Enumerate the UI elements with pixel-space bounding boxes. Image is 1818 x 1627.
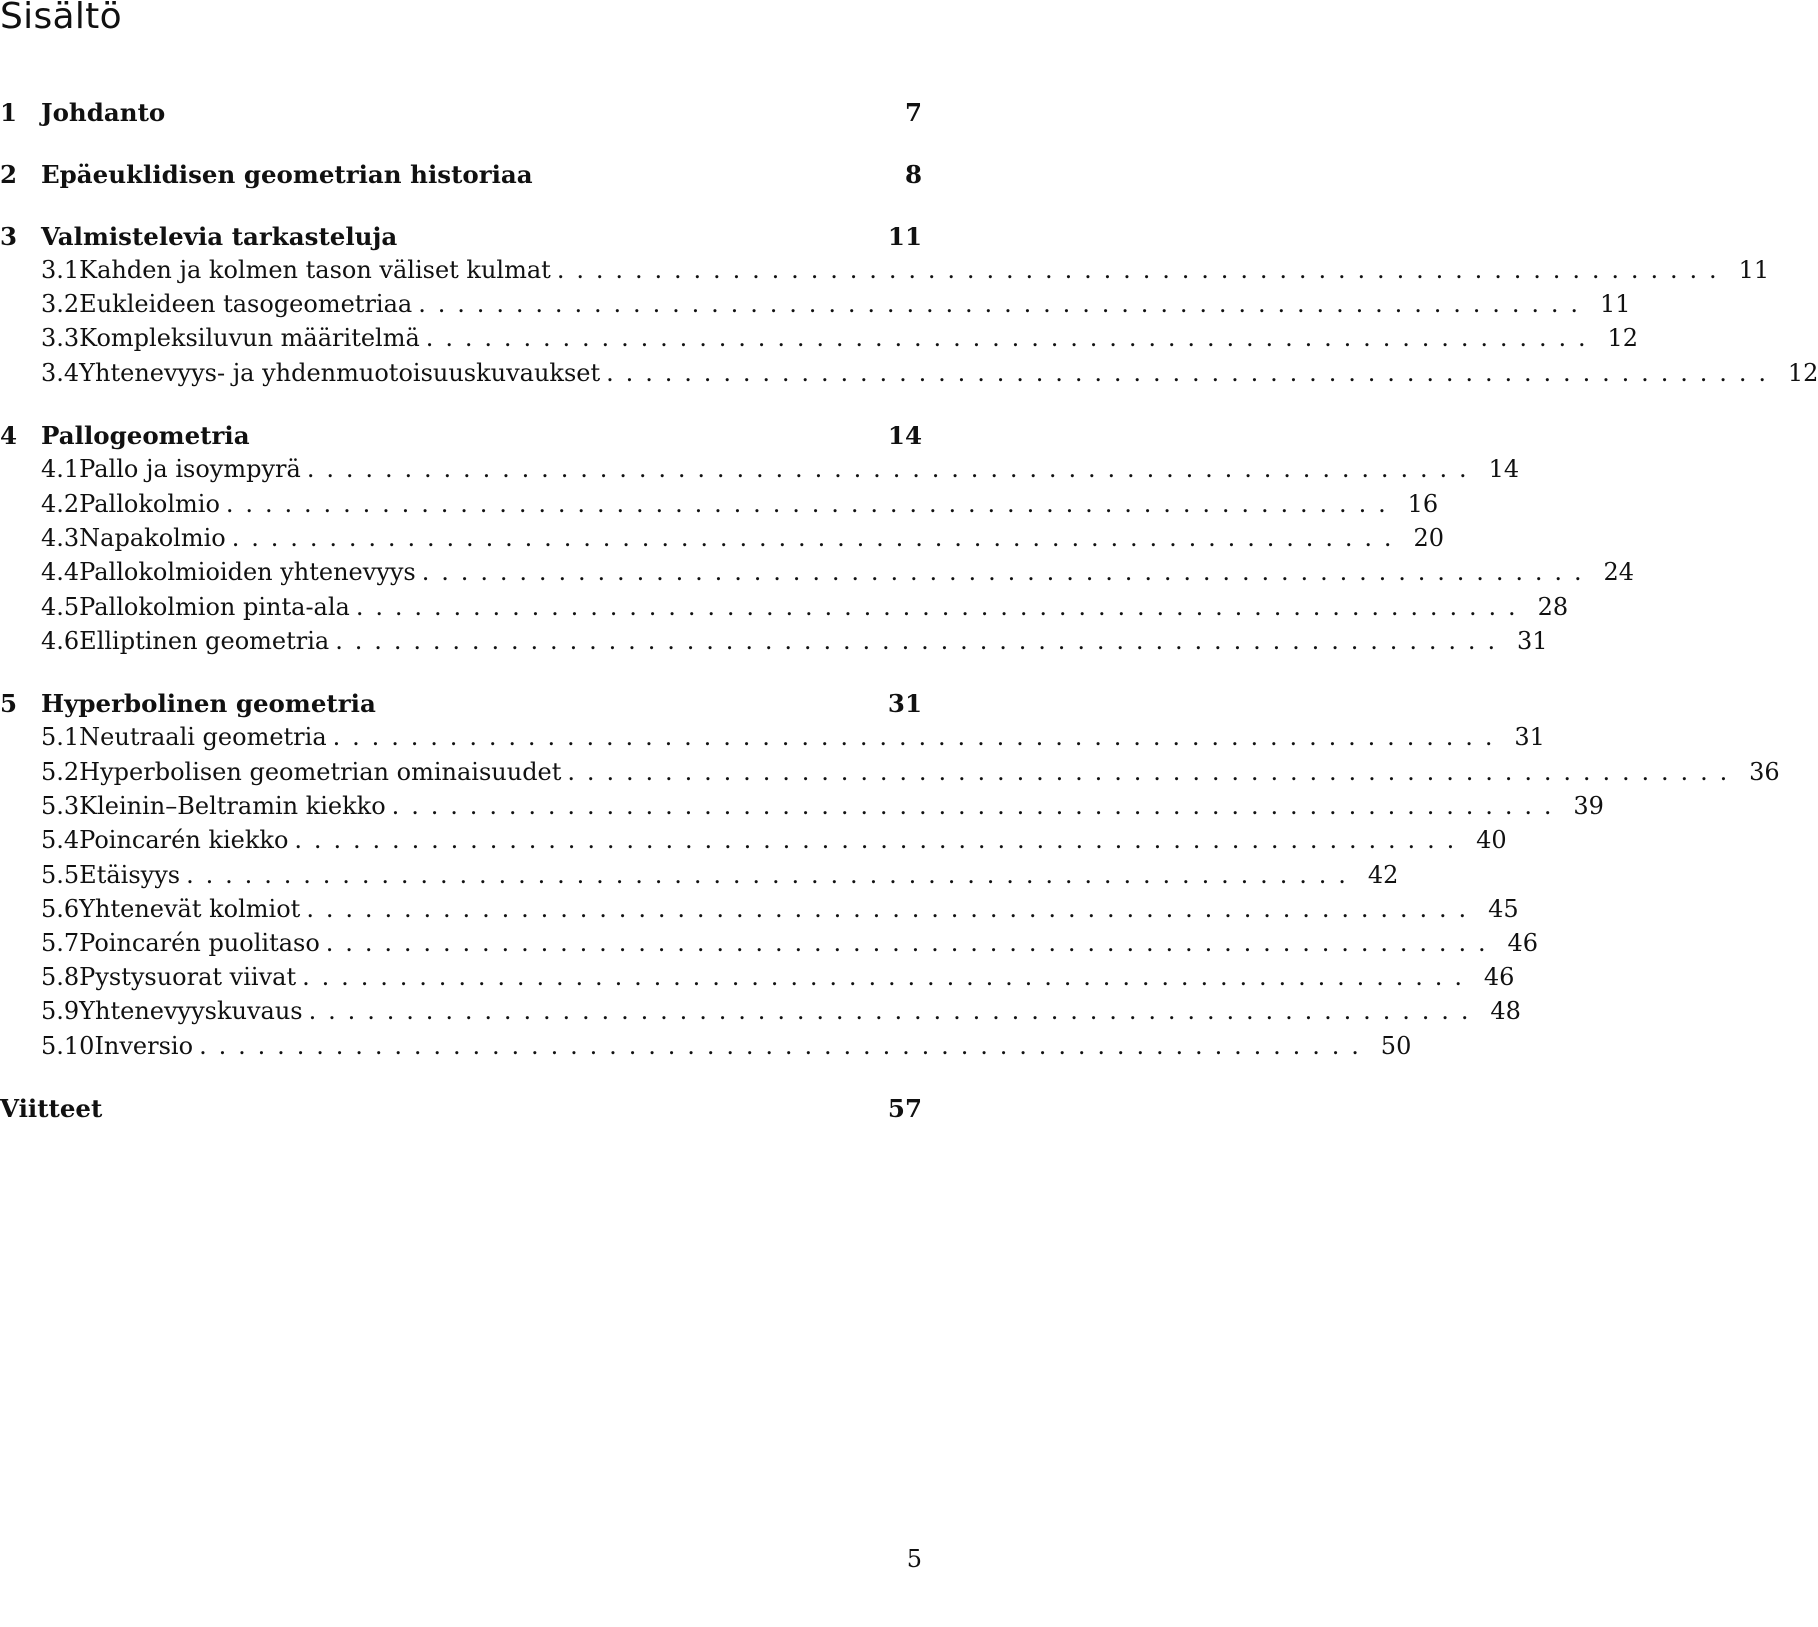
toc-entry-number: 5.7 [41, 929, 80, 957]
toc-entry-label: Viitteet [0, 1094, 103, 1123]
dot-leader: ............................................................ [308, 997, 1481, 1025]
toc-section-row[interactable] [0, 929, 1539, 961]
toc-section-row[interactable] [0, 792, 1604, 824]
toc-chapter-row[interactable] [0, 160, 922, 192]
dot-leader: ............................................................ [306, 895, 1479, 923]
dot-leader: ............................................................ [199, 1032, 1371, 1060]
toc-section-row[interactable] [0, 826, 1507, 858]
toc-entry-page: 12 [1607, 324, 1639, 352]
toc-entry-number: 3.4 [41, 359, 80, 387]
toc-entry-number: 4.1 [41, 455, 80, 483]
toc-entry-page: 50 [1380, 1032, 1412, 1060]
toc-section-row[interactable] [0, 324, 1639, 356]
toc-entry-label: Yhtenevät kolmiot [79, 895, 301, 923]
toc-chapter-row[interactable] [0, 222, 922, 254]
dot-leader: ............................................................ [556, 256, 1729, 284]
toc-entry-label: Valmistelevia tarkasteluja [41, 222, 398, 251]
toc-entry-number: 3.1 [41, 256, 80, 284]
toc-section-row[interactable] [0, 359, 1818, 391]
page-number: 5 [906, 1545, 922, 1573]
toc-entry-number: 1 [0, 98, 18, 127]
toc-section-row[interactable] [0, 1032, 1412, 1064]
toc-entry-number: 5 [0, 689, 18, 718]
toc-section-row[interactable] [0, 290, 1631, 322]
toc-entry-page: 14 [1488, 455, 1520, 483]
toc-entry-number: 4.2 [41, 490, 80, 518]
toc-entry-number: 5.10 [41, 1032, 95, 1060]
toc-entry-page: 40 [1476, 826, 1507, 854]
toc-entry-label: Eukleideen tasogeometriaa [79, 290, 413, 318]
toc-entry-label: Kahden ja kolmen tason väliset kulmat [79, 256, 551, 284]
toc-entry-page: 31 [1516, 627, 1548, 655]
toc-entry-number: 5.6 [41, 895, 80, 923]
toc-entry-label: Napakolmio [79, 524, 226, 552]
toc-chapter-row[interactable] [0, 421, 922, 453]
toc-section-row[interactable] [0, 963, 1515, 995]
toc-entry-page: 31 [1514, 723, 1545, 751]
dot-leader: ............................................................ [294, 826, 1467, 854]
toc-entry-page: 46 [1507, 929, 1539, 957]
toc-entry-label: Epäeuklidisen geometrian historiaa [41, 160, 533, 189]
toc-section-row[interactable] [0, 524, 1444, 556]
toc-entry-number: 3.2 [41, 290, 80, 318]
toc-entry-number: 5.3 [41, 792, 80, 820]
toc-entry-number: 4 [0, 421, 18, 450]
toc-section-row[interactable] [0, 895, 1519, 927]
dot-leader: ............................................................ [302, 963, 1474, 991]
toc-section-row[interactable] [0, 997, 1521, 1029]
toc-section-row[interactable] [0, 723, 1545, 755]
toc-section-row[interactable] [0, 256, 1770, 288]
dot-leader: ............................................................ [332, 723, 1505, 751]
toc-entry-number: 4.6 [41, 627, 80, 655]
dot-leader: ............................................................ [231, 524, 1404, 552]
toc-entry-number: 4.3 [41, 524, 80, 552]
toc-entry-label: Pallogeometria [41, 421, 250, 450]
toc-entry-page: 36 [1749, 758, 1780, 786]
toc-entry-page: 16 [1407, 490, 1439, 518]
toc-chapter-row[interactable] [0, 98, 922, 130]
dot-leader: ............................................................ [391, 792, 1564, 820]
dot-leader: ............................................................ [418, 290, 1590, 318]
dot-leader: ............................................................ [186, 861, 1358, 889]
dot-leader: ............................................................ [425, 324, 1598, 352]
toc-entry-page: 7 [904, 98, 922, 127]
toc-section-row[interactable] [0, 627, 1548, 659]
toc-section-row[interactable] [0, 758, 1780, 790]
toc-entry-label: Yhtenevyyskuvaus [79, 997, 303, 1025]
toc-entry-number: 5.8 [41, 963, 80, 991]
toc-entry-page: 48 [1490, 997, 1521, 1025]
toc-entry-page: 20 [1413, 524, 1444, 552]
toc-entry-label: Hyperbolisen geometrian ominaisuudet [79, 758, 562, 786]
toc-section-row[interactable] [0, 593, 1569, 625]
toc-entry-number: 5.9 [41, 997, 80, 1025]
toc-entry-number: 4.5 [41, 593, 80, 621]
toc-entry-label: Hyperbolinen geometria [41, 689, 376, 718]
dot-leader: ............................................................ [421, 558, 1594, 586]
toc-entry-label: Pallo ja isoympyrä [79, 455, 301, 483]
toc-section-row[interactable] [0, 558, 1635, 590]
toc-entry-label: Pystysuorat viivat [79, 963, 297, 991]
toc-entry-page: 24 [1603, 558, 1635, 586]
toc-entry-number: 2 [0, 160, 18, 189]
dot-leader: ............................................................ [355, 593, 1528, 621]
toc-entry-page: 31 [887, 689, 922, 718]
toc-entry-label: Poincarén kiekko [79, 826, 289, 854]
dot-leader: ............................................................ [335, 627, 1507, 655]
toc-entry-page: 8 [904, 160, 922, 189]
toc-entry-label: Kleinin–Beltramin kiekko [79, 792, 386, 820]
toc-chapter-row[interactable] [0, 689, 922, 721]
toc-entry-label: Inversio [94, 1032, 194, 1060]
toc-entry-number: 3.3 [41, 324, 80, 352]
toc-entry-page: 45 [1488, 895, 1519, 923]
toc-entry-page: 14 [887, 421, 922, 450]
toc-entry-number: 3 [0, 222, 18, 251]
toc-entry-label: Pallokolmioiden yhtenevyys [79, 558, 416, 586]
toc-section-row[interactable] [0, 455, 1520, 487]
dot-leader: ............................................................ [306, 455, 1479, 483]
toc-chapter-row[interactable] [0, 1094, 922, 1126]
toc-entry-label: Elliptinen geometria [79, 627, 330, 655]
toc-entry-page: 11 [1738, 256, 1770, 284]
toc-section-row[interactable] [0, 490, 1439, 522]
toc-entry-page: 11 [887, 222, 922, 251]
toc-entry-number: 5.5 [41, 861, 80, 889]
toc-entry-label: Kompleksiluvun määritelmä [79, 324, 420, 352]
toc-entry-number: 5.2 [41, 758, 80, 786]
toc-entry-number: 5.1 [41, 723, 80, 751]
toc-entry-page: 28 [1537, 593, 1569, 621]
dot-leader: ............................................................ [325, 929, 1498, 957]
toc-entry-page: 46 [1483, 963, 1515, 991]
toc-entry-label: Etäisyys [79, 861, 181, 889]
toc-entry-label: Johdanto [41, 98, 166, 127]
toc-entry-page: 42 [1367, 861, 1399, 889]
toc-entry-number: 5.4 [41, 826, 80, 854]
toc-entry-label: Pallokolmion pinta-ala [79, 593, 350, 621]
toc-entry-label: Poincarén puolitaso [79, 929, 320, 957]
dot-leader: ............................................................ [567, 758, 1740, 786]
toc-entry-page: 12 [1787, 359, 1818, 387]
toc-entry-page: 39 [1573, 792, 1604, 820]
toc-entry-label: Pallokolmio [79, 490, 220, 518]
page-title: Sisältö [0, 0, 122, 37]
toc-entry-page: 11 [1599, 290, 1631, 318]
toc-entry-page: 57 [887, 1094, 922, 1123]
toc-section-row[interactable] [0, 861, 1399, 893]
toc-entry-number: 4.4 [41, 558, 80, 586]
dot-leader: ............................................................ [225, 490, 1398, 518]
toc-entry-label: Neutraali geometria [79, 723, 327, 751]
toc-entry-label: Yhtenevyys- ja yhdenmuotoisuuskuvaukset [79, 359, 601, 387]
dot-leader: ............................................................ [606, 359, 1778, 387]
